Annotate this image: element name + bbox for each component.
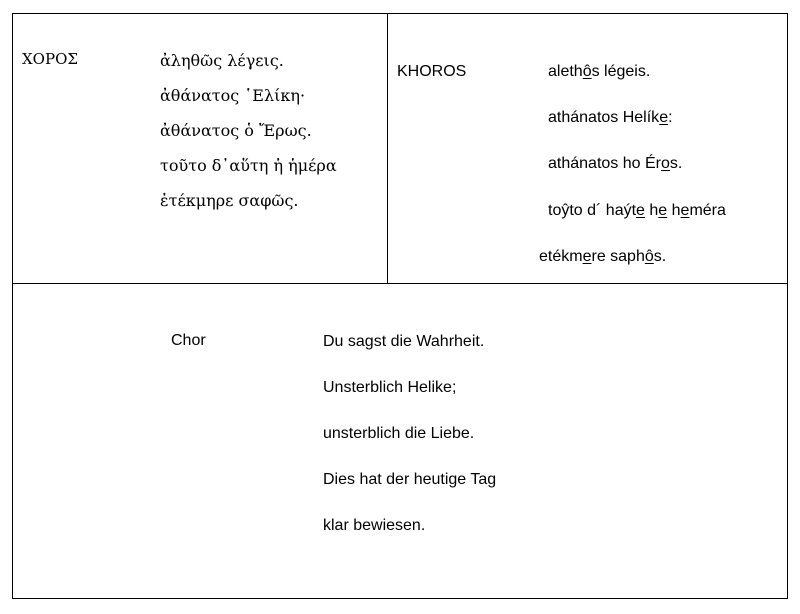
long-vowel-mark: e bbox=[658, 202, 668, 219]
text-segment: re saph bbox=[591, 248, 645, 265]
horizontal-divider bbox=[12, 283, 788, 284]
transliteration-line bbox=[548, 63, 650, 81]
text-segment: s. bbox=[653, 248, 667, 265]
text-segment: méra bbox=[689, 202, 726, 219]
greek-line: ἀθάνατος ῾Ελίκη· bbox=[160, 86, 306, 105]
text-segment: h bbox=[667, 202, 681, 219]
transliteration-line bbox=[548, 155, 682, 173]
german-line: Du sagst die Wahrheit. bbox=[323, 333, 485, 350]
german-line: unsterblich die Liebe. bbox=[323, 425, 475, 442]
text-segment: : bbox=[668, 109, 673, 126]
greek-speaker: ΧΟΡΟΣ bbox=[22, 50, 78, 68]
german-text-block bbox=[323, 332, 496, 562]
text-segment: s légeis. bbox=[591, 63, 651, 80]
long-vowel-mark: e bbox=[636, 202, 645, 219]
text-segment: toŷto d´ haýt bbox=[548, 202, 637, 219]
text-segment: s. bbox=[669, 155, 683, 172]
text-segment: etékm bbox=[539, 248, 583, 265]
greek-line: ἐτέκμηρε σαφῶς. bbox=[160, 191, 299, 210]
german-line: Unsterblich Helike; bbox=[323, 379, 457, 396]
long-vowel-mark: e bbox=[659, 109, 669, 126]
greek-line: τοῦτο δ᾽αὕτη ἡ ἡμέρα bbox=[160, 156, 337, 175]
text-segment: h bbox=[644, 202, 659, 219]
german-line: Dies hat der heutige Tag bbox=[323, 471, 497, 488]
long-vowel-mark: ô bbox=[644, 248, 654, 265]
transliteration-line bbox=[548, 202, 726, 220]
text-segment: athánatos Helík bbox=[548, 109, 660, 126]
long-vowel-mark: o bbox=[660, 155, 670, 172]
german-speaker: Chor bbox=[171, 332, 206, 349]
text-segment: aleth bbox=[548, 63, 583, 80]
greek-text-block bbox=[160, 50, 337, 225]
greek-line: ἀληθῶς λέγεις. bbox=[160, 51, 284, 70]
transliteration-speaker: KHOROS bbox=[397, 63, 467, 80]
transliteration-line bbox=[539, 248, 666, 266]
long-vowel-mark: e bbox=[582, 248, 592, 265]
german-line: klar bewiesen. bbox=[323, 517, 426, 534]
greek-line: ἀθάνατος ὁ Ἔρως. bbox=[160, 121, 312, 140]
vertical-divider bbox=[387, 13, 388, 284]
long-vowel-mark: e bbox=[680, 202, 690, 219]
transliteration-line bbox=[548, 109, 673, 127]
text-segment: athánatos ho Ér bbox=[548, 155, 661, 172]
long-vowel-mark: ô bbox=[582, 63, 592, 80]
